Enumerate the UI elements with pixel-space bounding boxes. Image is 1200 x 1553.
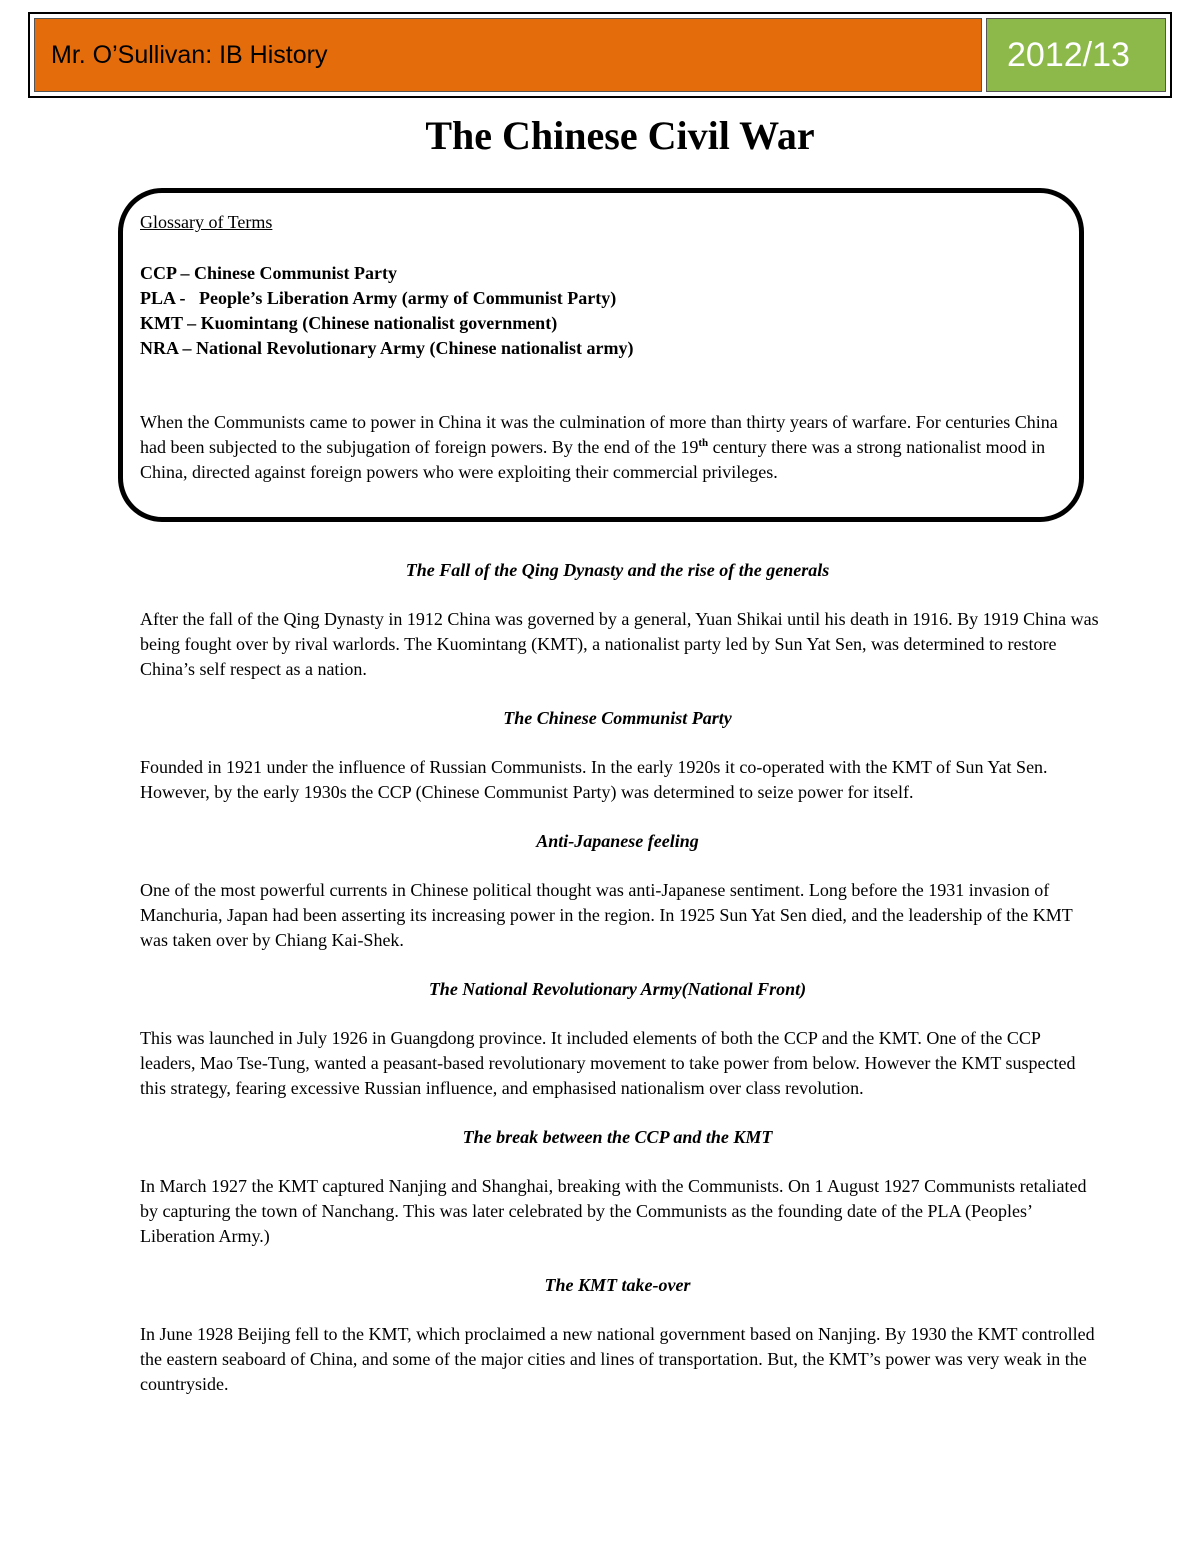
section-heading: Anti-Japanese feeling bbox=[536, 831, 699, 851]
section-ccp-kmt-break bbox=[140, 1125, 1100, 1249]
glossary-term-list bbox=[140, 261, 634, 361]
section-body: In March 1927 the KMT captured Nanjing and Shanghai, breaking with the Communists. On 1 August 1927 Communists retaliated by capturing the town of Nanchang. This was later celebrated by the Communists as the founding date of the PLA (Peoples’ Liberation Army.) bbox=[140, 1176, 1087, 1246]
section-national-revolutionary-army bbox=[140, 977, 1100, 1101]
section-qing-dynasty bbox=[140, 558, 1100, 682]
section-body: This was launched in July 1926 in Guangdong province. It included elements of both the CCP and the KMT. One of the CCP leaders, Mao Tse-Tung, wanted a peasant-based revolutionary movement to take power from below. However the KMT suspected this strategy, fearing excessive Russian influence, and emphasised nationalism over class revolution. bbox=[140, 1028, 1076, 1098]
glossary-heading: Glossary of Terms bbox=[140, 212, 273, 232]
intro-superscript: th bbox=[698, 437, 709, 449]
page-title: The Chinese Civil War bbox=[425, 113, 815, 158]
section-chinese-communist-party bbox=[140, 706, 1100, 805]
header-course-label: Mr. O’Sullivan: IB History bbox=[34, 18, 982, 92]
header-year-label: 2012/13 bbox=[986, 18, 1166, 92]
section-body: After the fall of the Qing Dynasty in 1912 China was governed by a general, Yuan Shikai until his death in 1916. By 1919 China was being fought over by rival warlords. The Kuomintang (KMT), a nationalist party led by Sun Yat Sen, was determined to restore China’s self respect as a nation. bbox=[140, 609, 1099, 679]
intro-text-part2: century there was a strong nationalist mood in China, directed against foreign powers who were exploiting their commercial privileges. bbox=[140, 437, 1046, 482]
glossary-term-kmt: KMT – Kuomintang (Chinese nationalist government) bbox=[140, 313, 558, 333]
section-kmt-take-over bbox=[140, 1273, 1100, 1397]
glossary-term-pla: PLA - People’s Liberation Army (army of Communist Party) bbox=[140, 288, 617, 308]
section-body: One of the most powerful currents in Chinese political thought was anti-Japanese sentiment. Long before the 1931 invasion of Manchuria, Japan had been asserting its increasing power in the region. In 1925 Sun Yat Sen died, and the leadership of the KMT was taken over by Chiang Kai-Shek. bbox=[140, 880, 1073, 950]
section-heading: The KMT take-over bbox=[544, 1275, 691, 1295]
section-body: Founded in 1921 under the influence of Russian Communists. In the early 1920s it co-operated with the KMT of Sun Yat Sen. However, by the early 1930s the CCP (Chinese Communist Party) was determined to seize power for itself. bbox=[140, 757, 1048, 802]
glossary-term-ccp: CCP – Chinese Communist Party bbox=[140, 263, 397, 283]
intro-text-part1: When the Communists came to power in China it was the culmination of more than thirty years of warfare. For centuries China had been subjected to the subjugation of foreign powers. By the end of the 19 bbox=[140, 412, 1058, 457]
section-body: In June 1928 Beijing fell to the KMT, which proclaimed a new national government based on Nanjing. By 1930 the KMT controlled the eastern seaboard of China, and some of the major cities and lines of transportation. But, the KMT’s power was very weak in the countryside. bbox=[140, 1324, 1095, 1394]
glossary-term-nra: NRA – National Revolutionary Army (Chinese nationalist army) bbox=[140, 338, 634, 358]
main-content bbox=[140, 558, 1100, 1421]
section-heading: The break between the CCP and the KMT bbox=[462, 1127, 773, 1147]
intro-paragraph bbox=[140, 410, 1070, 485]
section-heading: The Fall of the Qing Dynasty and the rise of the generals bbox=[405, 560, 830, 580]
section-anti-japanese-feeling bbox=[140, 829, 1100, 953]
page-header bbox=[28, 12, 1172, 98]
section-heading: The Chinese Communist Party bbox=[503, 708, 732, 728]
section-heading: The National Revolutionary Army(National Front) bbox=[428, 979, 807, 999]
